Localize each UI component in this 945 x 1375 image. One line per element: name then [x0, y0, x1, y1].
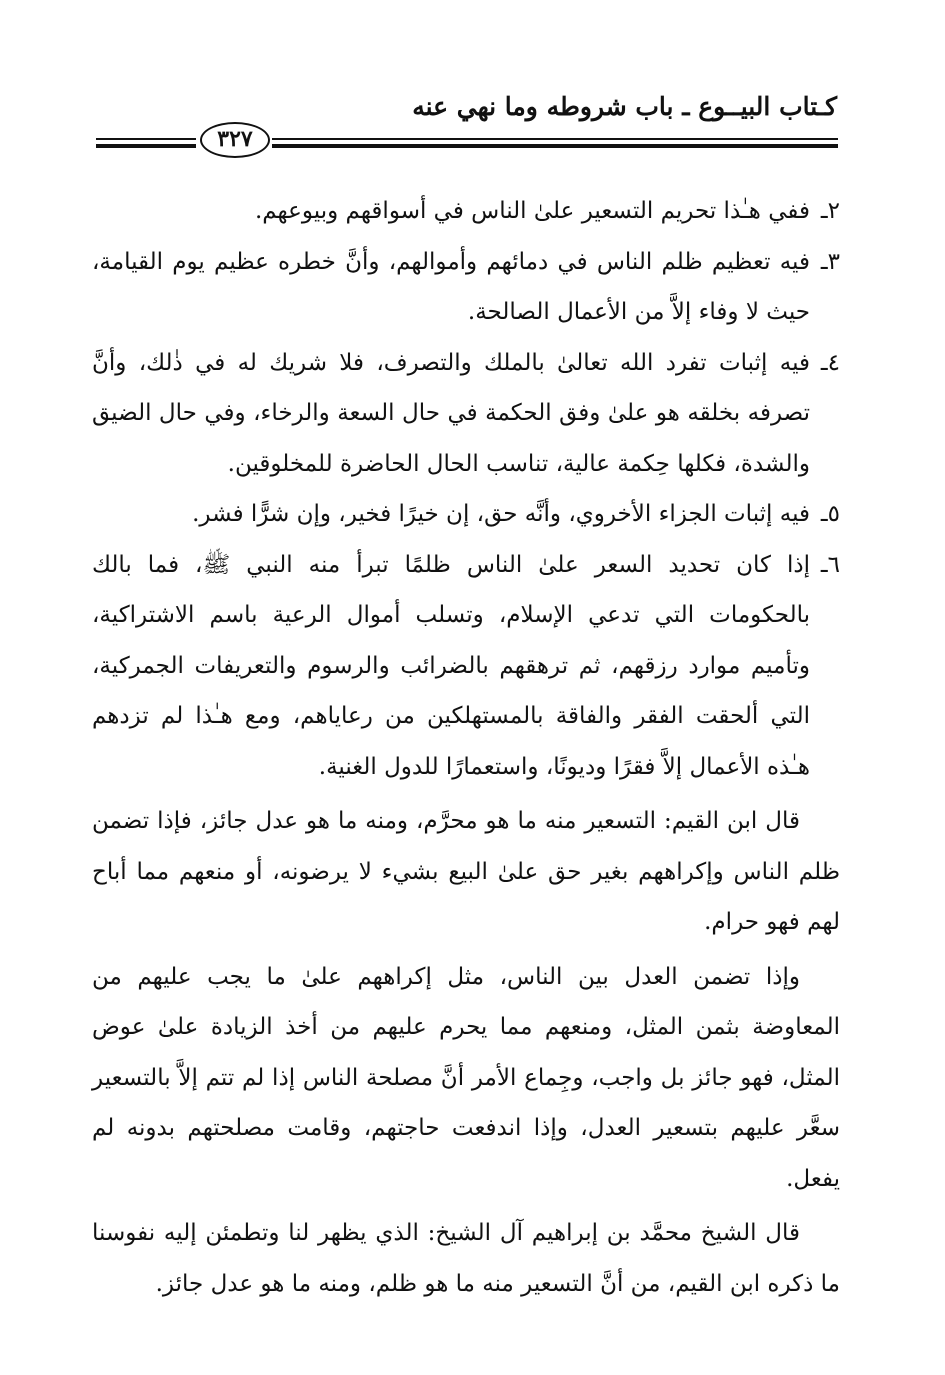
running-header-title: كـتاب البيــوع ـ باب شروطه وما نهي عنه — [412, 92, 837, 121]
header-rule-right-thick — [272, 144, 838, 148]
header-rule-right — [272, 138, 838, 140]
header-rule-left-thick — [96, 144, 196, 148]
list-item — [92, 489, 840, 540]
page-body — [92, 186, 840, 1309]
body-paragraph: قال الشيخ محمَّد بن إبراهيم آل الشيخ: الذي يظهر لنا وتطمئن إليه نفوسنا ما ذكره ابن القيم، من أنَّ التسعير منه ما هو ظلم، ومنه ما هو عدل جائز. — [92, 1220, 840, 1297]
header-rule-left — [96, 138, 196, 140]
list-item-text: ففي هـٰذا تحريم التسعير علىٰ الناس في أسواقهم وبيوعهم. — [254, 198, 810, 224]
list-item — [92, 540, 840, 793]
list-item-text: فيه إثبات الجزاء الأخروي، وأنَّه حق، إن خيرًا فخير، وإن شرًّا فشر. — [192, 501, 810, 527]
list-item — [92, 186, 840, 237]
list-item-number: ٣ـ — [820, 248, 840, 275]
list-item-text: فيه إثبات تفرد الله تعالىٰ بالملك والتصرف، فلا شريك له في ذٰلك، وأنَّ تصرفه بخلقه هو علىٰ وفق الحكمة في حال السعة والرخاء، وفي حال الضيق والشدة، فكلها حِكمة عالية، تناسب الحال الحاضرة للمخلوقين. — [92, 349, 810, 477]
list-item-text: إذا كان تحديد السعر علىٰ الناس ظلمًا تبرأ منه النبي ﷺ، فما بالك بالحكومات التي تدعي الإسلام، وتسلب أموال الرعية باسم الاشتراكية، وتأميم موارد رزقهم، ثم ترهقهم بالضرائب والرسوم والتعريفات الجمركية، التي ألحقت الفقر والفاقة بالمستهلكين من رعاياهم، ومع هـٰذا لم تزدهم هـٰذه الأعمال إلاَّ فقرًا وديونًا، واستعمارًا للدول الغنية. — [92, 551, 810, 780]
list-item — [92, 338, 840, 490]
list-item-number: ٦ـ — [820, 551, 840, 578]
list-item-number: ٢ـ — [820, 198, 840, 224]
page-number: ٣٢٧ — [200, 122, 270, 158]
body-paragraph: قال ابن القيم: التسعير منه ما هو محرَّم، ومنه ما هو عدل جائز، فإذا تضمن ظلم الناس وإكراههم بغير حق علىٰ البيع بشيء لا يرضونه، أو منعهم مما أباح لهم فهو حرام. — [92, 808, 840, 935]
list-item-number: ٥ـ — [820, 501, 840, 527]
list-item — [92, 237, 840, 338]
list-item-number: ٤ـ — [820, 349, 840, 376]
list-item-text: فيه تعظيم ظلم الناس في دمائهم وأموالهم، وأنَّ خطره عظيم يوم القيامة، حيث لا وفاء إلاَّ من الأعمال الصالحة. — [92, 248, 810, 325]
body-paragraph: وإذا تضمن العدل بين الناس، مثل إكراههم علىٰ ما يجب عليهم من المعاوضة بثمن المثل، ومنعهم مما يحرم عليهم من أخذ الزيادة علىٰ عوض المثل، فهو جائز بل واجب، وجِماع الأمر أنَّ مصلحة الناس إذا لم تتم إلاَّ بالتسعير سعَّر عليهم بتسعير العدل، وإذا اندفعت حاجتهم، وقامت مصلحتهم بدونه لم يفعل. — [92, 963, 840, 1192]
